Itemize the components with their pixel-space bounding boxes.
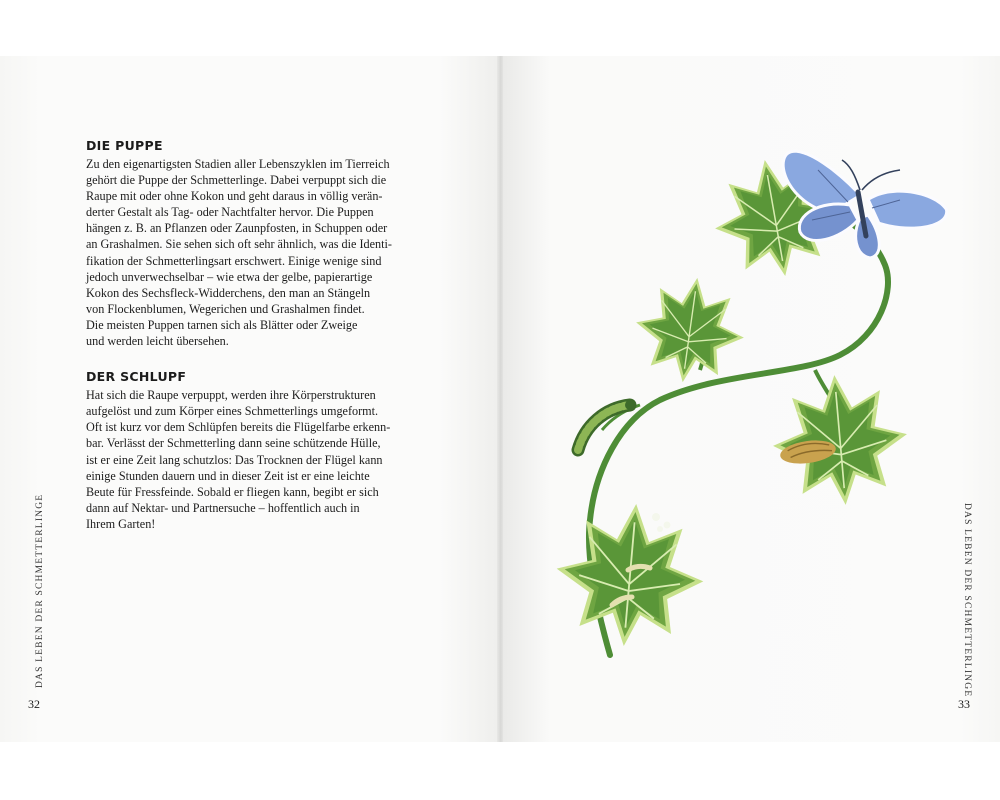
leaf-bottom: [550, 498, 709, 653]
body-line: Ihrem Garten!: [86, 516, 156, 531]
leaf-middle-left: [629, 270, 751, 390]
body-line: ist er eine Zeit lang schutzlos: Das Trocknen der Flügel kann: [86, 452, 383, 467]
section-heading: DER SCHLUPF: [86, 369, 187, 385]
body-line: jedoch unverwechselbar – wie etwa der gelbe, papierartige: [86, 269, 373, 284]
section-heading: DIE PUPPE: [86, 138, 163, 153]
egg: [657, 526, 663, 532]
running-head-left: DAS LEBEN DER SCHMETTERLINGE: [35, 493, 45, 688]
body-line: von Flockenblumen, Wegerichen und Grashalmen findet.: [86, 301, 365, 316]
body-line: aufgelöst und zum Körper eines Schmetterlings umgeformt.: [86, 404, 379, 419]
body-line: Beute für Fressfeinde. Sobald er fliegen kann, begibt er sich: [86, 484, 379, 499]
ivy-butterfly-illustration: [540, 130, 970, 670]
left-page-text: [86, 138, 416, 532]
body-line: Kokon des Sechsfleck-Widderchens, den man an Stängeln: [86, 285, 371, 300]
body-line: einige Stunden dauern und in dieser Zeit ist er eine leichte: [86, 468, 370, 483]
body-line: derter Gestalt als Tag- oder Nachtfalter hervor. Die Puppen: [86, 205, 374, 220]
body-line: fikation der Schmetterlingsart erschwert. Einige wenige sind: [86, 253, 382, 268]
body-line: an Grashalmen. Sie sehen sich oft sehr ähnlich, was die Identi-: [86, 237, 392, 252]
egg: [664, 522, 671, 529]
leaf-right: [767, 369, 912, 510]
book-gutter: [497, 56, 503, 742]
egg: [652, 513, 660, 521]
body-line: Raupe mit oder ohne Kokon und geht daraus in völlig verän-: [86, 189, 383, 204]
body-line: Zu den eigenartigsten Stadien aller Lebenszyklen im Tierreich: [86, 157, 390, 171]
page-number-right: 33: [958, 697, 970, 711]
page-number-left: 32: [28, 697, 40, 711]
body-line: Oft ist kurz vor dem Schlüpfen bereits die Flügelfarbe erkenn-: [86, 420, 391, 435]
body-line: gehört die Puppe der Schmetterlinge. Dabei verpuppt sich die: [86, 173, 387, 188]
body-line: Die meisten Puppen tarnen sich als Blätter oder Zweige: [86, 317, 358, 332]
body-line: und werden leicht übersehen.: [86, 334, 229, 349]
body-line: dann auf Nektar- und Partnersuche – hoffentlich auch in: [86, 500, 360, 515]
body-line: hängen z. B. an Pflanzen oder Zaunpfosten, in Schuppen oder: [86, 221, 388, 236]
running-head-right: DAS LEBEN DER SCHMETTERLINGE: [962, 503, 972, 698]
body-line: Hat sich die Raupe verpuppt, werden ihre Körperstrukturen: [86, 388, 376, 403]
body-line: bar. Verlässt der Schmetterling dann seine schützende Hülle,: [86, 436, 381, 451]
